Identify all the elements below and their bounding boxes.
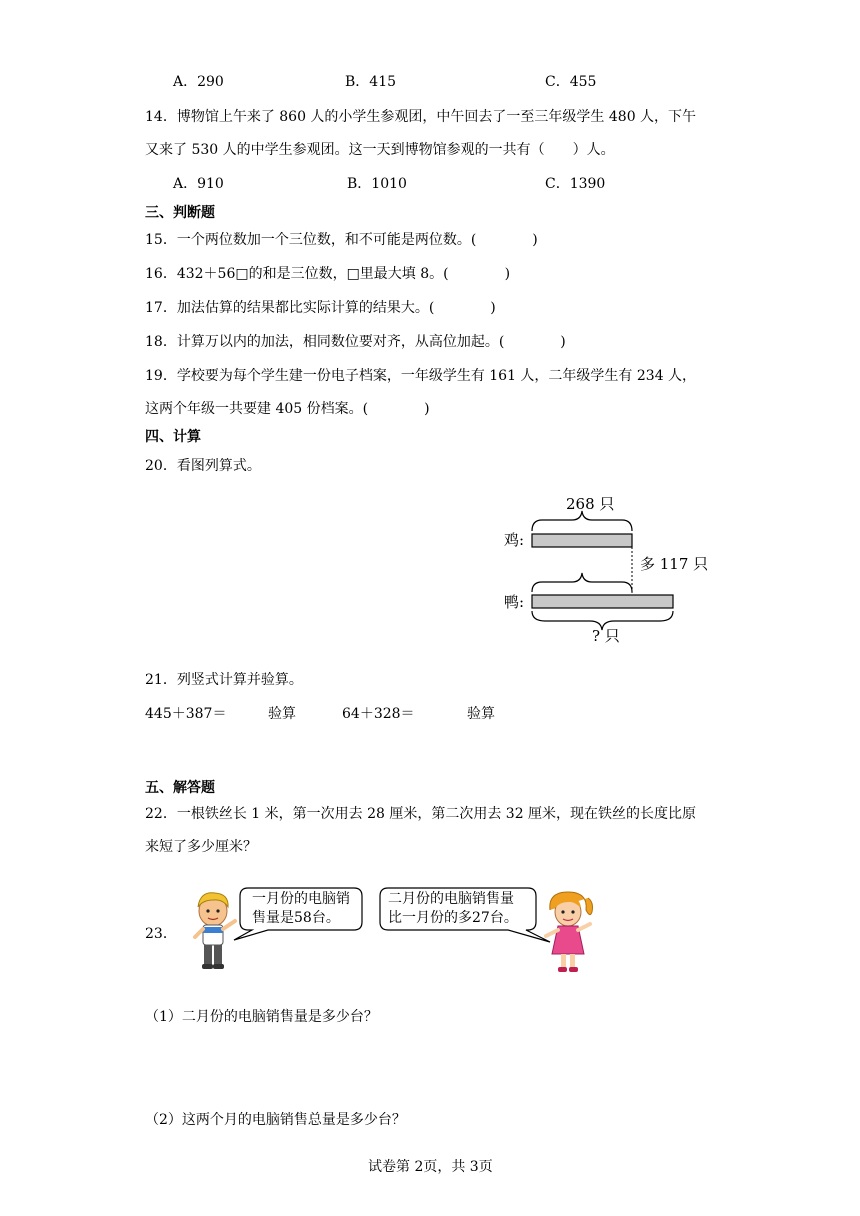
q14-option-a: A．910	[173, 176, 224, 192]
middle-brace	[532, 573, 632, 592]
q23-sub1: （1）二月份的电脑销售量是多少台？	[145, 1009, 378, 1025]
page-footer: 试卷第 2页，共 3页	[368, 1159, 493, 1175]
diagram-top-label: 268 只	[566, 495, 615, 513]
q21-expr2: 64＋328＝	[342, 706, 415, 722]
q20: 20．看图列算式。	[145, 458, 261, 474]
q21: 21．列竖式计算并验算。	[145, 672, 303, 688]
q13-option-a: A．290	[173, 74, 224, 90]
q22-line1: 22．一根铁丝长 1 米，第一次用去 28 厘米，第二次用去 32 厘米，现在铁丝的长度比原	[145, 806, 697, 822]
q19-line1: 19．学校要为每个学生建一份电子档案，一年级学生有 161 人，二年级学生有 234 人，	[145, 368, 697, 384]
q14-line1: 14．博物馆上午来了 860 人的小学生参观团，中午回去了一至三年级学生 480 人，下午	[145, 109, 697, 125]
section-title-calculation: 四、计算	[145, 429, 201, 445]
q17: 17．加法估算的结果都比实际计算的结果大。( )	[145, 300, 496, 316]
q23-sub2: （2）这两个月的电脑销售总量是多少台？	[145, 1112, 406, 1128]
q22-line2: 来短了多少厘米？	[145, 839, 257, 855]
section-title-judgement: 三、判断题	[145, 205, 215, 221]
girl-illustration	[538, 888, 598, 978]
diagram-chicken-label: 鸡:	[504, 531, 525, 549]
diagram-duck-label: 鸭:	[504, 593, 525, 611]
chicken-bar	[532, 534, 632, 547]
speech-bubble-2-line2: 比一月份的多27台。	[388, 910, 518, 926]
section-title-answer: 五、解答题	[145, 780, 215, 796]
q14-option-b: B．1010	[347, 176, 407, 192]
speech-bubble-1-line2: 售量是58台。	[252, 910, 340, 926]
girl-icon	[546, 892, 593, 972]
q21-check2: 验算	[467, 706, 495, 722]
top-brace	[532, 511, 632, 531]
duck-bar	[532, 595, 673, 608]
q14-option-c: C．1390	[545, 176, 606, 192]
q23-number: 23．	[145, 926, 177, 942]
q18: 18．计算万以内的加法，相同数位要对齐，从高位加起。( )	[145, 334, 566, 350]
q21-check1: 验算	[268, 706, 296, 722]
diagram-bottom-label: ? 只	[592, 627, 620, 645]
speech-bubble-1-line1: 一月份的电脑销	[252, 891, 350, 907]
q13-option-b: B．415	[345, 74, 397, 90]
q21-expr1: 445＋387＝	[145, 706, 227, 722]
q19-line2: 这两个年级一共要建 405 份档案。( )	[145, 401, 430, 417]
q16: 16．432＋56□的和是三位数，□里最大填 8。( )	[145, 266, 511, 282]
speech-bubble-2-line1: 二月份的电脑销售量	[388, 891, 514, 907]
q15: 15．一个两位数加一个三位数，和不可能是两位数。( )	[145, 232, 538, 248]
q14-line2: 又来了 530 人的中学生参观团。这一天到博物馆参观的一共有（ ）人。	[145, 142, 615, 158]
q13-option-c: C．455	[545, 74, 597, 90]
diagram-more-label: 多 117 只	[640, 555, 709, 573]
